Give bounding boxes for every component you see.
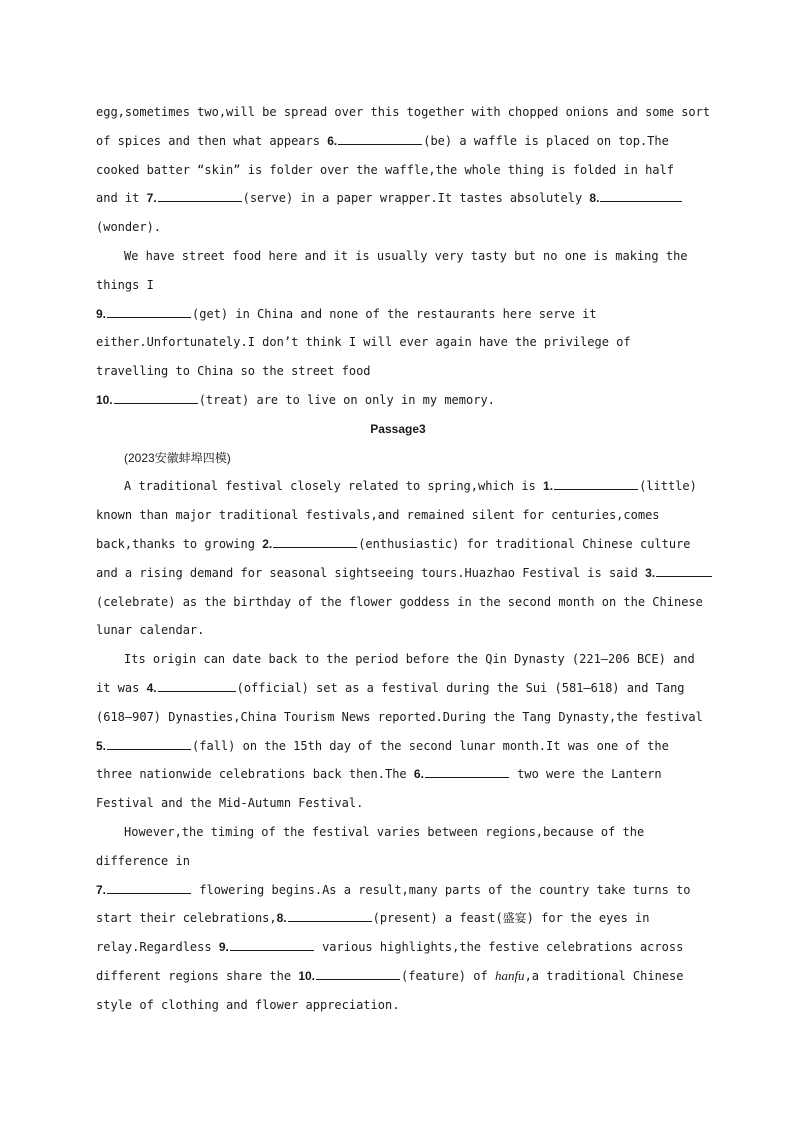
text: (enthusiastic) for traditional Chinese culture — [358, 536, 691, 551]
text: relay.Regardless — [96, 940, 212, 955]
text-line — [96, 357, 700, 386]
question-number-9: 9. — [218, 940, 229, 955]
text: A traditional festival closely related to spring,which is — [124, 479, 536, 494]
text: However,the timing of the festival varies between regions,because of the — [124, 824, 645, 839]
answer-blank-4[interactable] — [158, 677, 236, 692]
text-line — [96, 127, 700, 156]
answer-blank-3[interactable] — [656, 562, 712, 577]
text: (treat) are to live on only in my memory. — [198, 392, 495, 407]
text-line — [96, 588, 703, 617]
text: things I — [96, 277, 154, 292]
text-line — [96, 818, 700, 847]
answer-blank-7[interactable] — [107, 879, 191, 894]
text: start their celebrations, — [96, 911, 277, 926]
question-number-7: 7. — [146, 191, 157, 206]
text-line — [96, 703, 703, 732]
answer-blank-2[interactable] — [273, 533, 357, 548]
text: (feature) of — [401, 968, 488, 983]
text: (celebrate) as the birthday of the flower goddess in the second month on the Chinese — [96, 594, 703, 609]
text: (official) set as a festival during the Sui (581—618) and Tang — [236, 680, 685, 695]
text-line — [96, 472, 700, 501]
text-line — [96, 732, 700, 761]
question-number-8: 8. — [589, 191, 600, 206]
text: We have street food here and it is usually very tasty but no one is making the — [124, 248, 688, 263]
question-number-10: 10. — [96, 392, 113, 407]
text: (fall) on the 15th day of the second lunar month.It was one of the — [192, 738, 669, 753]
text-line — [96, 328, 700, 357]
text-line — [96, 559, 700, 588]
text: (present) a feast(盛宴) for the eyes in — [372, 911, 650, 926]
text-line — [96, 674, 700, 703]
text-line — [96, 98, 711, 127]
text: Its origin can date back to the period before the Qin Dynasty (221—206 BCE) and — [124, 652, 695, 667]
text: flowering begins.As a result,many parts of the country take turns to — [199, 882, 691, 897]
text: (get) in China and none of the restaurants here serve it — [192, 306, 597, 321]
text: known than major traditional festivals,and remained silent for centuries,comes — [96, 508, 660, 523]
answer-blank-6[interactable] — [425, 763, 509, 778]
text-line — [96, 991, 700, 1020]
text: (little) — [639, 479, 697, 494]
text: egg,sometimes two,will be spread over this together with chopped onions and some sort — [96, 105, 711, 119]
answer-blank-1[interactable] — [554, 475, 638, 490]
text-line — [96, 645, 700, 674]
text-line — [96, 386, 700, 415]
text: different regions share the — [96, 968, 292, 983]
text: various highlights,the festive celebrations across — [322, 940, 684, 955]
text-line — [96, 300, 700, 329]
text-line — [96, 962, 700, 991]
text-line — [96, 501, 700, 530]
question-number-6: 6. — [413, 767, 424, 782]
text-line — [96, 616, 700, 645]
text: (618—907) Dynasties,China Tourism News reported.During the Tang Dynasty,the festival — [96, 709, 703, 724]
text: travelling to China so the street food — [96, 364, 371, 379]
text: (be) a waffle is placed on top.The — [423, 133, 669, 148]
text: difference in — [96, 853, 190, 868]
question-number-7: 7. — [96, 882, 107, 897]
text-line — [96, 847, 700, 876]
text: back,thanks to growing — [96, 536, 255, 551]
text-line — [96, 789, 700, 818]
text-line — [96, 933, 700, 962]
text: (serve) in a paper wrapper.It tastes absolutely — [242, 191, 583, 206]
text-line — [96, 242, 700, 271]
answer-blank-7[interactable] — [158, 187, 242, 202]
italic-term: hanfu — [494, 967, 525, 983]
question-number-3: 3. — [645, 565, 656, 580]
question-number-1: 1. — [543, 479, 554, 494]
text-line — [96, 904, 700, 933]
text-line — [96, 876, 700, 905]
text: (wonder). — [96, 220, 162, 235]
answer-blank-8[interactable] — [288, 907, 372, 922]
answer-blank-10[interactable] — [316, 965, 400, 980]
text: two were the Lantern — [517, 767, 662, 782]
question-number-10: 10. — [298, 968, 315, 983]
text: of spices and then what appears — [96, 133, 320, 148]
question-number-6: 6. — [327, 133, 338, 148]
text-line — [96, 213, 700, 242]
text-line — [96, 184, 700, 213]
document-page — [96, 98, 711, 1020]
text: style of clothing and flower appreciation. — [96, 997, 400, 1012]
text-line — [96, 271, 700, 300]
text: and it — [96, 191, 140, 206]
text: three nationwide celebrations back then.The — [96, 767, 407, 782]
passage-heading: Passage3 — [370, 421, 426, 436]
text: ,a traditional Chinese — [524, 968, 684, 983]
answer-blank-10[interactable] — [114, 389, 198, 404]
text: either.Unfortunately.I don’t think I will ever again have the privilege of — [96, 335, 631, 350]
text: and a rising demand for seasonal sightseeing tours.Huazhao Festival is said — [96, 565, 638, 580]
answer-blank-9[interactable] — [107, 303, 191, 318]
question-number-2: 2. — [262, 536, 273, 551]
question-number-9: 9. — [96, 306, 107, 321]
text: cooked batter “skin” is folder over the waffle,the whole thing is folded in half — [96, 162, 674, 177]
answer-blank-8[interactable] — [600, 187, 682, 202]
question-number-8: 8. — [276, 911, 287, 926]
answer-blank-5[interactable] — [107, 735, 191, 750]
text: it was — [96, 680, 140, 695]
question-number-4: 4. — [146, 680, 157, 695]
question-number-5: 5. — [96, 738, 107, 753]
passage-source: (2023安徽蚌埠四模) — [124, 450, 231, 465]
text-line — [96, 530, 700, 559]
answer-blank-9[interactable] — [230, 936, 314, 951]
text: Festival and the Mid-Autumn Festival. — [96, 796, 364, 811]
text-line — [96, 760, 700, 789]
text-line — [96, 156, 700, 185]
answer-blank-6[interactable] — [338, 130, 422, 145]
text: lunar calendar. — [96, 623, 205, 638]
